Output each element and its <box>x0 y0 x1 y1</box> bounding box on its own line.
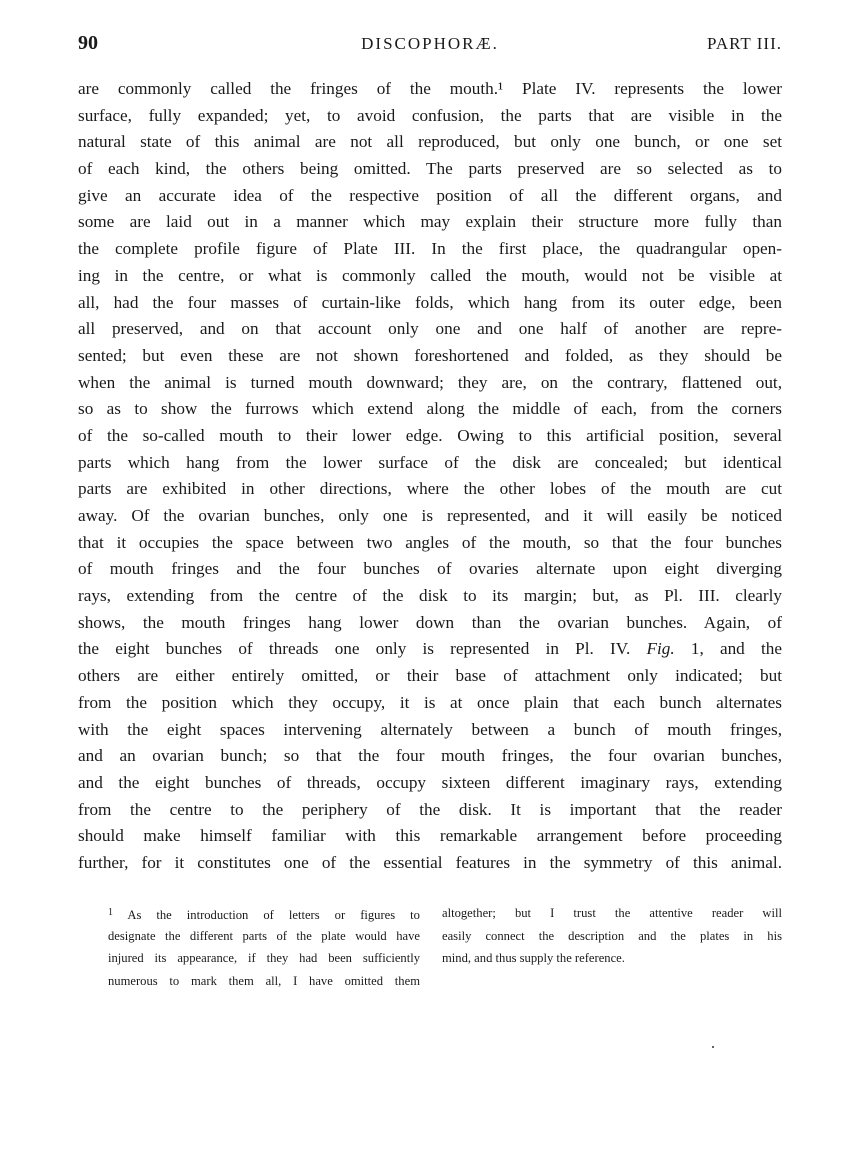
running-title: DISCOPHORÆ. <box>361 34 499 53</box>
body-paragraph <box>78 76 782 877</box>
text-line: and the eight bunches of threads, occupy sixteen different imaginary rays, extending <box>78 772 782 792</box>
part-label: PART III. <box>706 34 782 53</box>
text-line: ing in the centre, or what is commonly called the mouth, would not be visible at <box>78 265 782 285</box>
text-line: the eight bunches of threads one only is represented in Pl. IV. Fig. 1, and the <box>78 639 782 659</box>
text-line: give an accurate idea of the respective position of all the different organs, and <box>78 185 782 205</box>
text-line: of mouth fringes and the four bunches of ovaries alternate upon eight diverging <box>78 559 782 579</box>
text-line: some are laid out in a manner which may explain their structure more fully than <box>78 212 782 232</box>
text-line: rays, extending from the centre of the disk to its margin; but, as Pl. III. clearly <box>78 586 782 606</box>
text-line: further, for it constitutes one of the essential features in the symmetry of this animal. <box>78 852 782 872</box>
text-line: all, had the four masses of curtain-like folds, which hang from its outer edge, been <box>78 292 782 312</box>
text-line: and an ovarian bunch; so that the four mouth fringes, the four ovarian bunches, <box>78 746 782 766</box>
text-line: others are either entirely omitted, or their base of attachment only indicated; but <box>78 666 782 686</box>
text-line: so as to show the furrows which extend along the middle of each, from the corners <box>78 399 782 419</box>
text-line: parts which hang from the lower surface of the disk are concealed; but identical <box>78 452 782 472</box>
footnote-line: injured its appearance, if they had been sufficiently <box>108 951 420 965</box>
text-line: all preserved, and on that account only one and one half of another are repre- <box>78 319 782 339</box>
italic-fig: Fig. <box>646 639 675 659</box>
text-line: sented; but even these are not shown foreshortened and folded, as they should be <box>78 345 782 365</box>
text-line: surface, fully expanded; yet, to avoid confusion, the parts that are visible in the <box>78 105 782 125</box>
footnote-line: designate the different parts of the plate would have <box>108 928 420 943</box>
text-line: when the animal is turned mouth downward; they are, on the contrary, flattened out, <box>78 372 782 392</box>
text-line: from the position which they occupy, it is at once plain that each bunch alternates <box>78 692 782 712</box>
footnote-text: As the introduction of letters or figures to <box>127 908 420 922</box>
footnote-line: easily connect the description and the plates in his <box>442 928 782 943</box>
footnote-marker: 1 <box>108 907 113 918</box>
text-line: parts are exhibited in other directions, where the other lobes of the mouth are cut <box>78 479 782 499</box>
footnote-line: mind, and thus supply the reference. <box>442 951 625 965</box>
text-line: natural state of this animal are not all reproduced, but only one bunch, or one set <box>78 132 782 152</box>
text-line: the complete profile figure of Plate III. In the first place, the quadrangular open- <box>78 239 782 259</box>
footnote-column-left <box>108 902 420 992</box>
running-head <box>78 32 782 62</box>
footnote-line: numerous to mark them all, I have omitted them <box>108 973 420 988</box>
text-line: that it occupies the space between two angles of the mouth, so that the four bunches <box>78 532 782 552</box>
text-line: of the so-called mouth to their lower edge. Owing to this artificial position, several <box>78 425 782 445</box>
text-line: of each kind, the others being omitted. The parts preserved are so selected as to <box>78 159 782 179</box>
text-line: shows, the mouth fringes hang lower down than the ovarian bunches. Again, of <box>78 612 782 632</box>
text-line: with the eight spaces intervening alternately between a bunch of mouth fringes, <box>78 719 782 739</box>
footnote-line: altogether; but I trust the attentive reader will <box>442 906 782 920</box>
footnote-line <box>108 902 420 925</box>
footnote <box>96 902 782 1002</box>
text-line: should make himself familiar with this remarkable arrangement before proceeding <box>78 826 782 846</box>
text-line: from the centre to the periphery of the disk. It is important that the reader <box>78 799 782 819</box>
page-number: 90 <box>78 32 98 54</box>
footnote-column-right <box>442 902 782 970</box>
ink-speck <box>712 1046 714 1048</box>
text-line: away. Of the ovarian bunches, only one is represented, and it will easily be noticed <box>78 506 782 525</box>
text-line: are commonly called the fringes of the mouth.¹ Plate IV. represents the lower <box>78 79 782 98</box>
